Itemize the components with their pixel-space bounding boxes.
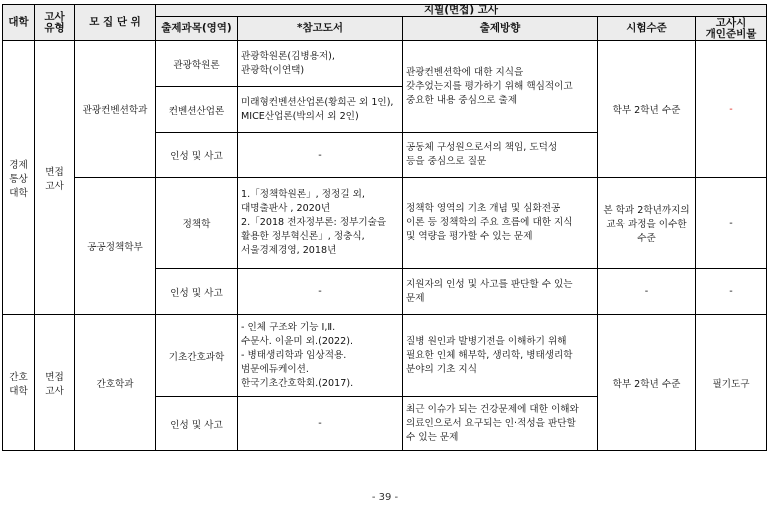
header-prep: 고사시 개인준비물 [696, 17, 767, 41]
exam-table [2, 4, 767, 451]
prep-cell: - [696, 41, 767, 178]
recruit-unit-cell: 관광컨벤션학과 [75, 41, 156, 178]
header-exam-type: 고사 유형 [35, 5, 75, 41]
reference-cell: - [238, 269, 403, 315]
recruit-unit-cell: 공공정책학부 [75, 178, 156, 315]
direction-cell: 공동체 구성원으로서의 책임, 도덕성 등을 중심으로 질문 [403, 133, 598, 178]
level-cell: 학부 2학년 수준 [598, 41, 696, 178]
header-reference: *참고도서 [238, 17, 403, 41]
header-subject: 출제과목(영역) [156, 17, 238, 41]
subject-cell: 인성 및 사고 [156, 269, 238, 315]
subject-cell: 기초간호과학 [156, 315, 238, 397]
subject-cell: 컨벤션산업론 [156, 87, 238, 133]
exam-type-cell: 면접 고사 [35, 41, 75, 315]
subject-cell: 인성 및 사고 [156, 133, 238, 178]
college-cell: 간호 대학 [3, 315, 35, 451]
prep-cell: - [696, 178, 767, 269]
subject-cell: 관광학원론 [156, 41, 238, 87]
level-cell: 본 학과 2학년까지의 교육 과정을 이수한 수준 [598, 178, 696, 269]
level-cell: 학부 2학년 수준 [598, 315, 696, 451]
header-college: 대학 [3, 5, 35, 41]
reference-cell: 미래형컨벤션산업론(황희곤 외 1인), MICE산업론(박의서 외 2인) [238, 87, 403, 133]
reference-cell: 관광학원론(김병용저), 관광학(이연택) [238, 41, 403, 87]
prep-cell: - [696, 269, 767, 315]
reference-cell: - [238, 133, 403, 178]
header-level: 시험수준 [598, 17, 696, 41]
direction-cell: 관광컨벤션학에 대한 지식을 갖추었는지를 평가하기 위해 핵심적이고 중요한 내용 중심으로 출제 [403, 41, 598, 133]
level-cell: - [598, 269, 696, 315]
recruit-unit-cell: 간호학과 [75, 315, 156, 451]
exam-type-cell: 면접 고사 [35, 315, 75, 451]
header-direction: 출제방향 [403, 17, 598, 41]
page-number: - 39 - [371, 492, 399, 503]
subject-cell: 정책학 [156, 178, 238, 269]
direction-cell: 최근 이슈가 되는 건강문제에 대한 이해와 의료인으로서 요구되는 인·적성을 판단할 수 있는 문제 [403, 397, 598, 451]
header-recruit-unit: 모 집 단 위 [75, 5, 156, 41]
direction-cell: 정책학 영역의 기초 개념 및 심화전공 이론 등 정책학의 주요 흐름에 대한 지식 및 역량을 평가할 수 있는 문제 [403, 178, 598, 269]
direction-cell: 지원자의 인성 및 사고를 판단할 수 있는 문제 [403, 269, 598, 315]
direction-cell: 질병 원인과 발병기전을 이해하기 위해 필요한 인체 해부학, 생리학, 병태생리학 분야의 기초 지식 [403, 315, 598, 397]
prep-cell: 필기도구 [696, 315, 767, 451]
header-written-exam: 지필(면접) 고사 [156, 5, 767, 17]
reference-cell: - [238, 397, 403, 451]
college-cell: 경제 통상 대학 [3, 41, 35, 315]
subject-cell: 인성 및 사고 [156, 397, 238, 451]
reference-cell: 1.「정책학원론」, 정정길 외, 대명출판사 , 2020년 2.「2018 전자정부론: 정부기술을 활용한 정부혁신론」, 정충식, 서울경제경영, 2018년 [238, 178, 403, 269]
reference-cell: - 인체 구조와 기능 Ⅰ,Ⅱ. 수문사. 이윤미 외.(2022). - 병태생리학과 임상적용. 범문에듀케이션. 한국기초간호학회.(2017). [238, 315, 403, 397]
